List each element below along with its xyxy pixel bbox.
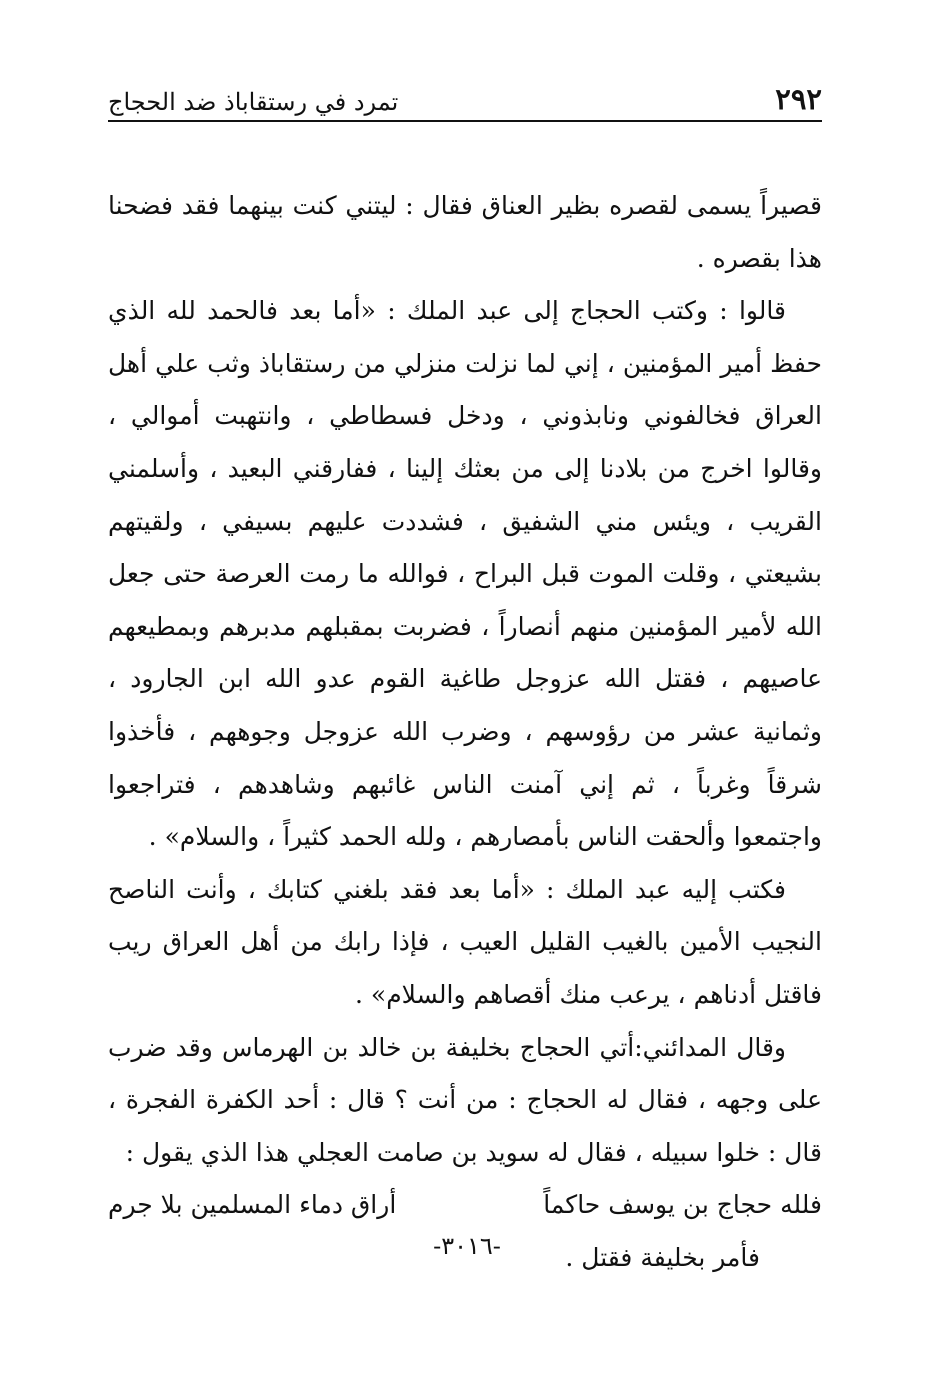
closing-sentence: فأمر بخليفة فقتل . [565, 1242, 760, 1272]
verse-hemistich-second: أراق دماء المسلمين بلا جرم [108, 1190, 397, 1220]
running-title: تمرد في رستقاباذ ضد الحجاج [108, 88, 399, 116]
paragraph: قصيراً يسمى لقصره بظير العناق فقال : ليتني كنت بينهما فقد فضحنا هذا بقصره . [108, 191, 822, 273]
paragraph: وقال المدائني:أتي الحجاج بخليفة بن خالد بن الهرماس وقد ضرب على وجهه ، فقال له الحجاج : من أنت ؟ قال : أحد الكفرة الفجرة ، قال : خلوا سبيله ، فقال له سويد بن صامت العجلي هذا الذي يقول : [108, 1032, 822, 1167]
page-number: ٢٩٢ [775, 82, 822, 116]
verse-hemistich-first: فلله حجاج بن يوسف حاكماً [543, 1190, 822, 1220]
body-text [108, 180, 822, 1284]
header-rule [108, 120, 822, 122]
paragraph: قالوا : وكتب الحجاج إلى عبد الملك : «أما بعد فالحمد لله الذي حفظ أمير المؤمنين ، إني لما نزلت منزلي من رستقاباذ وثب علي أهل العراق فخالفوني ونابذوني ، ودخل فسطاطي ، وانتهبت أموالي ، وقالوا اخرج من بلادنا إلى من بعثك إلينا ، ففارقني البعيد ، وأسلمني القريب ، ويئس مني الشفيق ، فشددت عليهم بسيفي ، ولقيتهم بشيعتي ، وقلت الموت قبل البراح ، فوالله ما رمت العرصة حتى جعل الله لأمير المؤمنين منهم أنصاراً ، فضربت بمقبلهم مدبرهم وبمطيعهم عاصيهم ، فقتل الله عزوجل طاغية القوم عدو الله ابن الجارود ، وثمانية عشر من رؤوسهم ، وضرب الله عزوجل وجوههم ، فأخذوا شرقاً وغرباً ، ثم إني آمنت الناس غائبهم وشاهدهم ، فتراجعوا واجتمعوا وألحقت الناس بأمصارهم ، ولله الحمد كثيراً ، والسلام» . [108, 296, 822, 852]
page-header [108, 70, 822, 116]
verse-line [108, 1179, 822, 1232]
paragraph: فكتب إليه عبد الملك : «أما بعد فقد بلغني كتابك ، وأنت الناصح النجيب الأمين بالغيب القليل العيب ، فإذا رابك من أهل العراق ريب فاقتل أدناهم ، يرعب منك أقصاهم والسلام» . [108, 874, 822, 1009]
sheet-number: -٣٠١٦- [433, 1232, 501, 1260]
